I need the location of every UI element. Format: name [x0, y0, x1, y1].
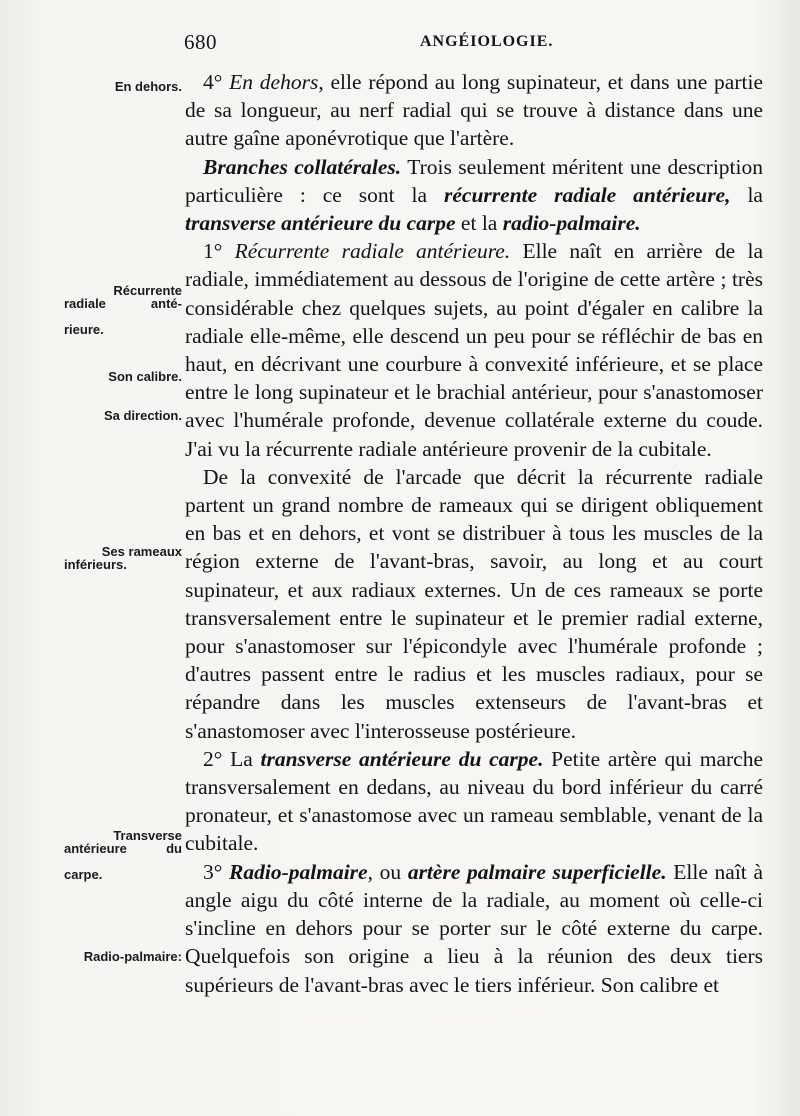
- margin-note-transverse: Transverse antérieure du carpe.: [64, 828, 182, 882]
- paragraph-recurrente: 1° Récurrente radiale antérieure. Elle naît en arrière de la radiale, immédiatement au dessous de l'origine de cette artère ; très considérable chez quelques sujets, au point d'égaler en calibre la radiale elle-même, elle descend un peu pour se réfléchir de bas en haut, en décrivant une courbure à convexité inférieure, et se place entre le long supinateur et le brachial antérieur, pour s'anastomoser avec l'humérale profonde, devenue collatérale externe du coude. J'ai vu la récurrente radiale antérieure provenir de la cubitale.: [185, 239, 763, 461]
- margin-note-ses-rameaux: Ses rameaux inférieurs.: [64, 544, 182, 572]
- margin-note-sa-direction: Sa direction.: [103, 408, 182, 423]
- paragraph-en-dehors: 4° En dehors, elle répond au long supinateur, et dans une partie de sa longueur, au nerf radial qui se trouve à distance dans une autre gaîne aponévrotique que l'artère.: [185, 70, 763, 151]
- margin-note-son-calibre: Son calibre.: [108, 369, 182, 384]
- margin-note-radio-palmaire: Radio-palmaire:: [83, 949, 182, 964]
- margin-note-recurrente: Récurrente radiale anté- rieure.: [64, 283, 182, 337]
- paragraph-branches-collaterales: Branches collatérales. Trois seulement méritent une description particulière : ce sont la récurrente radiale antérieure, la transverse antérieure du carpe et la radio-palmaire.: [185, 154, 763, 236]
- paragraph-transverse: 2° La transverse antérieure du carpe. Petite artère qui marche transversalement en dedans, au niveau du bord inférieur du carré pronateur, et s'anastomose avec un rameau semblable, venant de la cubitale.: [185, 746, 763, 856]
- running-title: ANGÉIOLOGIE.: [420, 33, 554, 50]
- page-header: [184, 30, 764, 54]
- paragraph-rameaux: De la convexité de l'arcade que décrit la récurrente radiale partent un grand nombre de rameaux qui se dirigent obliquement en bas et en dehors, et vont se distribuer à tous les muscles de la région externe de l'avant-bras, savoir, au long et au court supinateur, et aux radiaux externes. Un de ces rameaux se porte transversalement entre le supinateur et le premier radial externe, pour s'anastomoser sur l'épicondyle avec l'humérale profonde ; d'autres passent entre le radius et les muscles radiaux, pour se répandre dans les muscles extenseurs de l'avant-bras et s'anastomoser avec l'interosseuse postérieure.: [185, 464, 763, 743]
- body-text: [185, 68, 763, 999]
- paragraph-radio-palmaire: 3° Radio-palmaire, ou artère palmaire superficielle. Elle naît à angle aigu du côté interne de la radiale, au moment où celle-ci s'incline en dehors pour se porter sur le côté externe du carpe. Quelquefois son origine a lieu à la réunion des deux tiers supérieurs de l'avant-bras avec le tiers inférieur. Son calibre et: [185, 859, 763, 997]
- margin-note-en-dehors: En dehors.: [114, 79, 182, 94]
- page-number: 680: [184, 30, 217, 54]
